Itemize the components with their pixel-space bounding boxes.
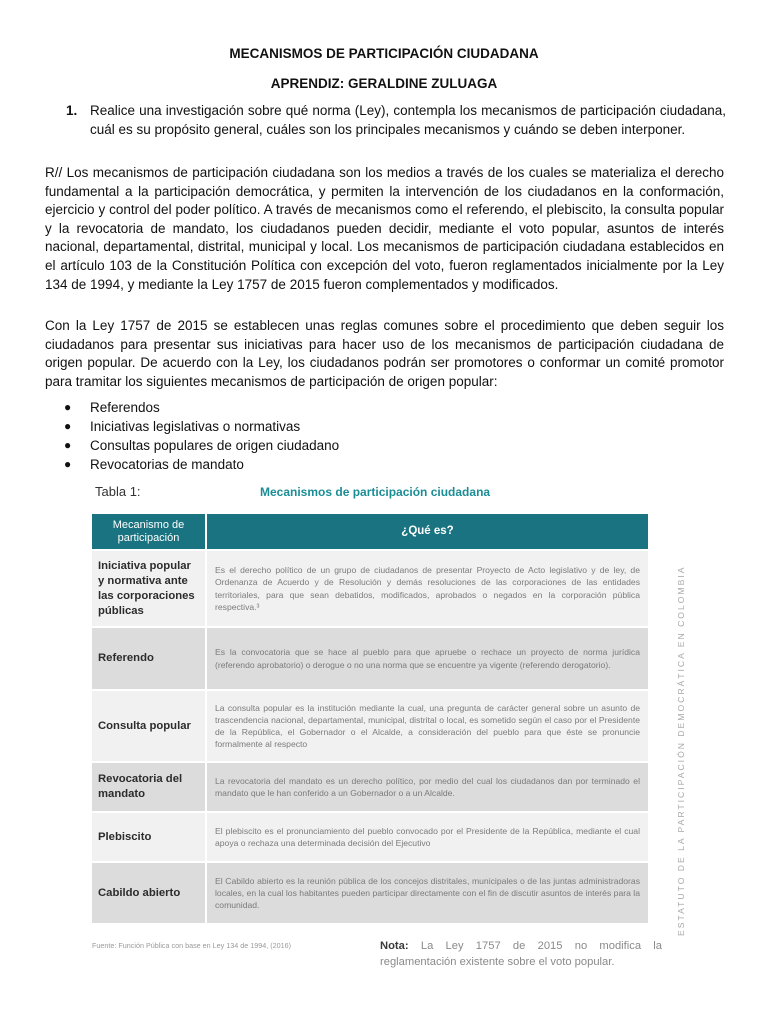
bullet-item bbox=[64, 417, 339, 436]
table-row bbox=[92, 863, 648, 925]
embedded-table-figure bbox=[92, 480, 702, 980]
mechanism-cell: Plebiscito bbox=[92, 813, 207, 861]
mechanism-cell: Cabildo abierto bbox=[92, 863, 207, 923]
question-text: Realice una investigación sobre qué norma (Ley), contempla los mecanismos de participación ciudadana, cuál es su propósito general, cuáles son los principales mecanismos y cuándo se deben interponer. bbox=[90, 103, 726, 137]
definition-cell: Es la convocatoria que se hace al pueblo para que apruebe o rechace un proyecto de norma jurídica (referendo aprobatorio) o derogue o no una norma que se encuentre ya vigente (referendo derogatorio). bbox=[215, 647, 640, 670]
note-text: La Ley 1757 de 2015 no modifica la reglamentación existente sobre el voto popular. bbox=[380, 940, 663, 968]
bullet-item bbox=[64, 398, 339, 417]
mechanism-bullet-list bbox=[64, 398, 339, 474]
figure-title: Mecanismos de participación ciudadana bbox=[260, 485, 491, 499]
side-caption: ESTATUTO DE LA PARTICIPACIÓN DEMOCRÁTICA EN COLOMBIA bbox=[676, 565, 686, 936]
table-row bbox=[92, 551, 648, 628]
answer-paragraph-2: Con la Ley 1757 de 2015 se establecen unas reglas comunes sobre el procedimiento que deben seguir los ciudadanos para presentar sus iniciativas para hacer uso de los mecanismos de participación ciudadana de origen popular. De acuerdo con la Ley, los ciudadanos podrán ser promotores o conformar un comité promotor para tramitar los siguientes mecanismos de participación de origen popular: bbox=[45, 318, 724, 389]
definition-cell: El plebiscito es el pronunciamiento del pueblo convocado por el Presidente de la República, mediante el cual apoya o rechaza una determinada decisión del Ejecutivo bbox=[215, 825, 640, 848]
question-item bbox=[66, 101, 726, 139]
column-header-definition: ¿Qué es? bbox=[401, 525, 454, 538]
definition-cell: Es el derecho político de un grupo de ciudadanos de presentar Proyecto de Acto legislativo y de ley, de Ordenanza de Acuerdo y de Resolución y demás resoluciones de las corporaciones de las entidades territoriales, para que sean debatidos, modificados, aprobados o negados en la corporación pública respectiva.³ bbox=[215, 565, 640, 612]
figure-source: Fuente: Función Pública con base en Ley 134 de 1994, (2016) bbox=[92, 941, 291, 950]
bullet-text: Revocatorias de mandato bbox=[90, 457, 244, 472]
table-header-row bbox=[92, 514, 648, 551]
mechanisms-table bbox=[92, 514, 648, 925]
bullet-icon: ● bbox=[64, 419, 72, 433]
answer-paragraph-1: R// Los mecanismos de participación ciudadana son los medios a través de los cuales se materializa el derecho fundamental a la participación democrática, y permiten la intervención de los ciudadanos en la conformación, ejercicio y control del poder político. A través de mecanismos como el referendo, el plebiscito, la consulta popular y la revocatoria de mandato, los ciudadanos pueden decidir, mediante el voto popular, asuntos de interés nacional, departamental, distrital, municipal y local. Los mecanismos de participación ciudadana establecidos en el artículo 103 de la Constitución Política con excepción del voto, fueron reglamentados inicialmente por la Ley 134 de 1994, y mediante la Ley 1757 de 2015 fueron complementados y modificados. bbox=[45, 165, 724, 292]
bullet-item bbox=[64, 455, 339, 474]
bullet-text: Iniciativas legislativas o normativas bbox=[90, 419, 301, 434]
bullet-icon: ● bbox=[64, 457, 72, 471]
definition-cell: La revocatoria del mandato es un derecho político, por medio del cual los ciudadanos dan por terminado el mandato que le han conferido a un Gobernador o a un Alcalde. bbox=[215, 775, 640, 798]
definition-cell: El Cabildo abierto es la reunión pública de los concejos distritales, municipales o de las juntas administradoras locales, en la cual los habitantes pueden participar directamente con el fin de discutir asuntos de interés para la comunidad. bbox=[215, 875, 640, 911]
bullet-text: Referendos bbox=[90, 400, 160, 415]
table-row bbox=[92, 628, 648, 691]
bullet-text: Consultas populares de origen ciudadano bbox=[90, 438, 340, 453]
table-row bbox=[92, 763, 648, 813]
table-row bbox=[92, 813, 648, 863]
definition-cell: La consulta popular es la institución mediante la cual, una pregunta de carácter general sobre un asunto de trascendencia nacional, departamental, municipal, distrital o local, es sometido según el caso por el Presidente de la República, el Gobernador o el Alcalde, a consideración del pueblo para que éste se pronuncie formalmente al respecto bbox=[215, 702, 640, 750]
bullet-icon: ● bbox=[64, 400, 72, 414]
mechanism-cell: Consulta popular bbox=[92, 691, 207, 761]
figure-label: Tabla 1: bbox=[95, 484, 141, 499]
student-name: APRENDIZ: GERALDINE ZULUAGA bbox=[270, 76, 498, 91]
bullet-icon: ● bbox=[64, 438, 72, 452]
mechanism-cell: Iniciativa popular y normativa ante las corporaciones públicas bbox=[92, 551, 207, 626]
mechanism-cell: Revocatoria del mandato bbox=[92, 763, 207, 811]
column-header-mechanism: Mecanismo de participación bbox=[92, 514, 207, 549]
table-row bbox=[92, 691, 648, 763]
question-number: 1. bbox=[66, 103, 78, 118]
note-label: Nota: bbox=[380, 940, 409, 952]
figure-note bbox=[380, 938, 662, 970]
document-title: MECANISMOS DE PARTICIPACIÓN CIUDADANA bbox=[229, 46, 539, 61]
bullet-item bbox=[64, 436, 339, 455]
mechanism-cell: Referendo bbox=[92, 628, 207, 689]
